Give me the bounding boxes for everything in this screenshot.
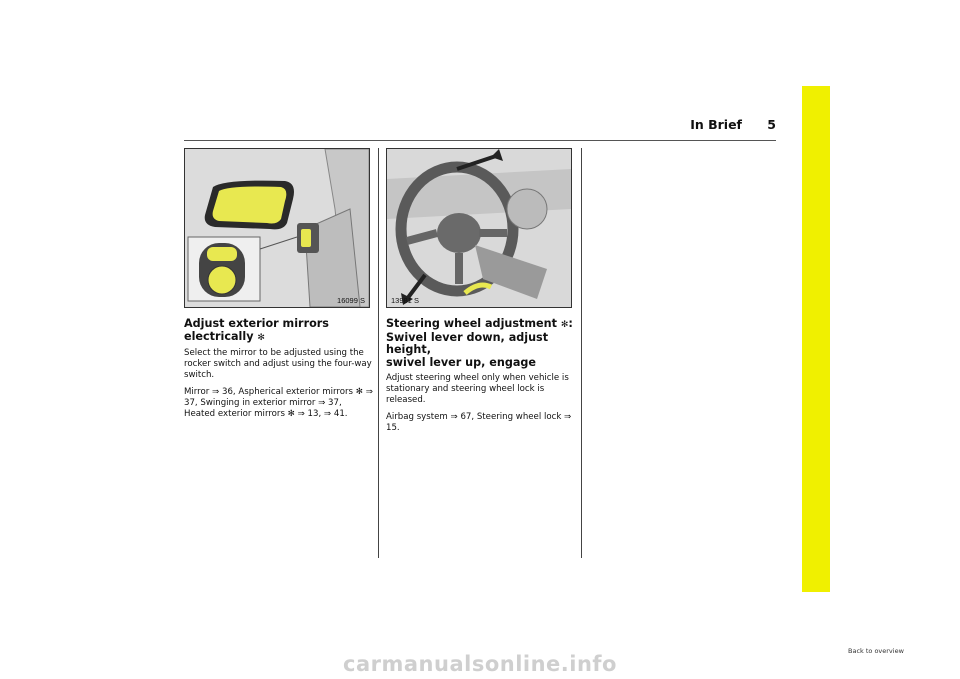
heading-line: Steering wheel adjustment: [386, 317, 557, 330]
figure-code: 13981 S: [391, 296, 419, 305]
body-text: Select the mirror to be adjusted using the rocker switch and adjust using the four-way switch.: [184, 348, 372, 380]
section-heading: Steering wheel adjustment ✻: Swivel lever down, adjust height, swivel lever up, engage: [386, 317, 573, 369]
mirror-drawing: [185, 149, 369, 307]
back-to-overview-link[interactable]: Back to overview: [848, 647, 904, 655]
steering-wheel-illustration: [386, 148, 572, 308]
mirror-illustration: [184, 148, 370, 308]
steering-section: [386, 318, 576, 440]
heading-line: Adjust exterior mirrors: [184, 317, 329, 330]
column-divider-1: [378, 148, 379, 558]
mirror-section: [184, 318, 374, 426]
body-text: Adjust steering wheel only when vehicle is stationary and steering wheel lock is released.: [386, 373, 569, 405]
heading-line: Swivel lever down, adjust height,: [386, 330, 549, 356]
page-number: 5: [767, 117, 776, 132]
cross-references: Airbag system ⇒ 67, Steering wheel lock ⇒ 15.: [386, 412, 572, 433]
section-heading: [184, 318, 374, 344]
yellow-edge-tab: [802, 86, 830, 592]
cross-references: Mirror ⇒ 36, Aspherical exterior mirrors ✻ ⇒ 37, Swinging in exterior mirror ⇒ 37, Heated exterior mirrors ✻ ⇒ 13, ⇒ 41.: [184, 387, 373, 419]
column-divider-2: [581, 148, 582, 558]
optional-equipment-icon: ✻: [560, 320, 569, 330]
page-header: [184, 116, 776, 141]
watermark: carmanualsonline.info: [343, 652, 617, 676]
section-title: In Brief: [690, 117, 742, 132]
figure-code: 16099 S: [337, 296, 365, 305]
optional-equipment-icon: ✻: [257, 332, 265, 343]
heading-line: electrically: [184, 329, 254, 343]
steering-wheel-drawing: [387, 149, 571, 307]
heading-line: swivel lever up, engage: [386, 355, 536, 369]
